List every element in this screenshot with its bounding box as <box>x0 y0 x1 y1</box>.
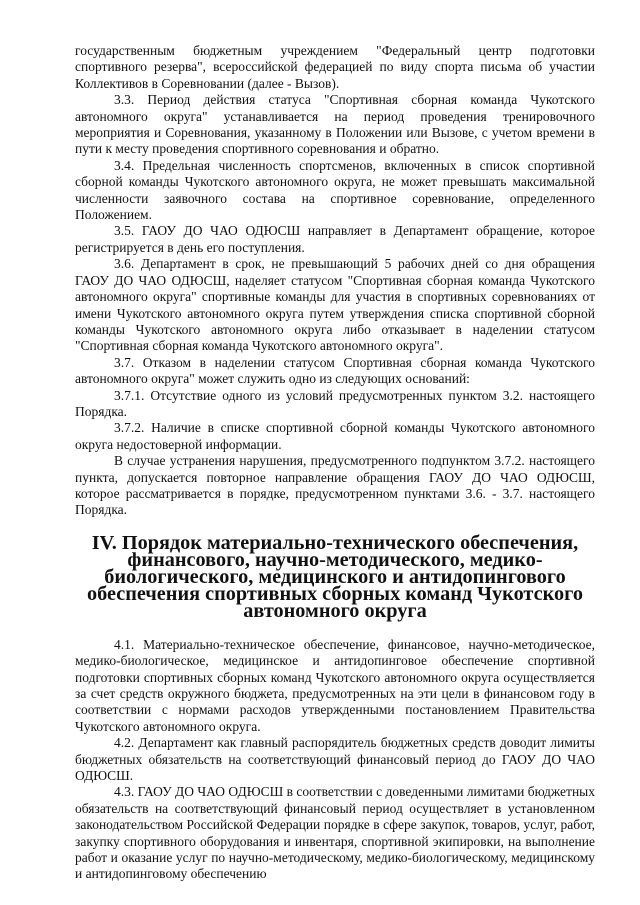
paragraph-correction: В случае устранения нарушения, предусмотренного подпунктом 3.7.2. настоящего пункта, допускается повторное направление обращения ГАОУ ДО ЧАО ОДЮСШ, которое рассматривается в порядке, предусмотренном пунктами 3.6. - 3.7. настоящего Порядка. <box>75 453 595 518</box>
paragraph-4-2: 4.2. Департамент как главный распорядитель бюджетных средств доводит лимиты бюджетных обязательств на соответствующий финансовый период до ГАОУ ДО ЧАО ОДЮСШ. <box>75 735 595 784</box>
paragraph-3-7-2: 3.7.2. Наличие в списке спортивной сборной команды Чукотского автономного округа недостоверной информации. <box>75 420 595 452</box>
paragraph-3-3: 3.3. Период действия статуса "Спортивная сборная команда Чукотского автономного округа" устанавливается на период проведения тренировочного мероприятия и Соревнования, указанному в Положении или Вызове, с учетом времени в пути к месту проведения спортивного соревнования и обратно. <box>75 92 595 157</box>
paragraph-3-7: 3.7. Отказом в наделении статусом Спортивная сборная команда Чукотского автономного округа" может служить одно из следующих оснований: <box>75 354 595 387</box>
paragraph-3-5: 3.5. ГАОУ ДО ЧАО ОДЮСШ направляет в Департамент обращение, которое регистрируется в день его поступления. <box>75 223 595 255</box>
paragraph-4-3: 4.3. ГАОУ ДО ЧАО ОДЮСШ в соответствии с доведенными лимитами бюджетных обязательств на соответствующий финансовый период осуществляет в установленном законодательством Российской Федерации порядке в сфере закупок, товаров, услуг, работ, закупку спортивного оборудования и инвентаря, спортивной экипировки, на выполнение работ и оказание услуг по научно-методическому, медико-биологическому, медицинскому и антидопинговому обеспечению <box>75 784 595 882</box>
section-heading: IV. Порядок материально-технического обеспечения, финансового, научно-методического, медико-биологического, медицинского и антидопингового обеспечения спортивных сборных команд Чукотского автономного округа <box>87 531 583 622</box>
paragraphs-after <box>75 637 595 883</box>
paragraph: государственным бюджетным учреждением "Федеральный центр подготовки спортивного резерва", всероссийской федерацией по виду спорта письма об участии Коллективов в Соревновании (далее - Вызов). <box>75 43 595 91</box>
paragraph-3-6: 3.6. Департамент в срок, не превышающий 5 рабочих дней со дня обращения ГАОУ ДО ЧАО ОДЮСШ, наделяет статусом "Спортивная сборная команда Чукотского автономного округа" спортивные команды для участия в спортивных соревнованиях от имени Чукотского автономного округа путем утверждения списка спортивной сборной команды Чукотского автономного округа либо отказывает в наделении статусом "Спортивная сборная команда Чукотского автономного округа". <box>75 256 595 354</box>
paragraph-3-4: 3.4. Предельная численность спортсменов, включенных в список спортивной сборной команды Чукотского автономного округа, не может превышать максимальной численности заявочного состава на спортивное соревнование, определенного Положением. <box>75 157 595 223</box>
paragraph-4-1: 4.1. Материально-техническое обеспечение, финансовое, научно-методическое, медико-биологическое, медицинское и антидопинговое обеспечение спортивной подготовки спортивных сборных команд Чукотского автономного округа осуществляется за счет средств окружного бюджета, предусмотренных на эти цели в финансовом году в соответствии с нормами расходов утвержденными постановлением Правительства Чукотского автономного округа. <box>75 636 595 734</box>
paragraphs-before <box>75 43 595 519</box>
paragraph-3-7-1: 3.7.1. Отсутствие одного из условий предусмотренных пунктом 3.2. настоящего Порядка. <box>75 387 595 419</box>
